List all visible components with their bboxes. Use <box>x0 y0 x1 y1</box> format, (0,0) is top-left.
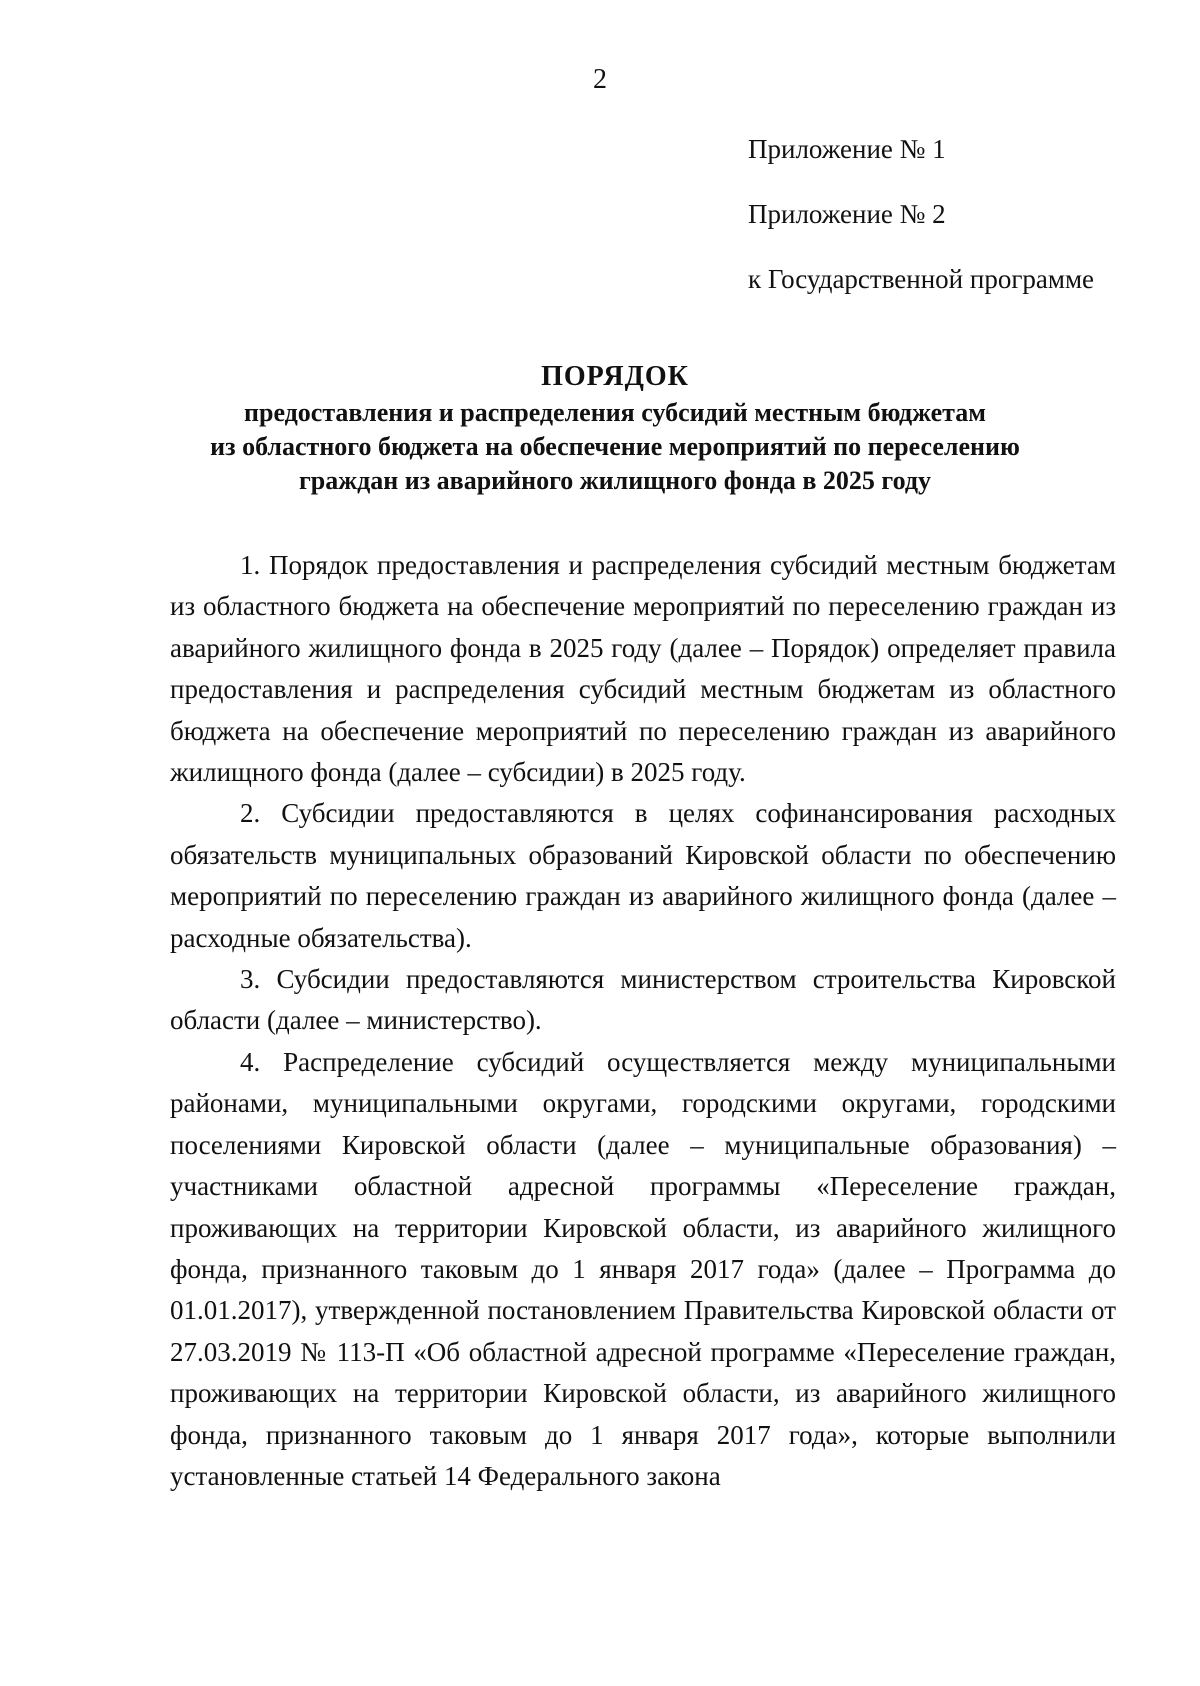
page-number: 2 <box>593 64 607 95</box>
paragraph-4: 4. Распределение субсидий осуществляется между муниципальными районами, муниципальными округами, городскими округами, городскими поселениями Кировской области (далее – муниципальные образования) – участниками областной адресной программы «Переселение граждан, проживающих на территории Кировской области, из аварийного жилищного фонда, признанного таковым до 1 января 2017 года» (далее – Программа до 01.01.2017), утвержденной постановлением Правительства Кировской области от 27.03.2019 № 113-П «Об областной адресной программе «Переселение граждан, проживающих на территории Кировской области, из аварийного жилищного фонда, признанного таковым до 1 января 2017 года», которые выполнили установленные статьей 14 Федерального закона <box>170 1046 1116 1491</box>
appendix-line-2: Приложение № 2 <box>748 199 946 229</box>
document-body <box>170 545 1116 1497</box>
title-line-2: из областного бюджета на обеспечение мероприятий по переселению <box>210 432 1020 461</box>
title-main: ПОРЯДОК <box>541 361 689 392</box>
title-line-3: граждан из аварийного жилищного фонда в 2025 году <box>299 466 931 495</box>
document-title <box>150 358 1080 498</box>
paragraph-3: 3. Субсидии предоставляются министерством строительства Кировской области (далее – министерство). <box>170 964 1116 1036</box>
paragraph-2: 2. Субсидии предоставляются в целях софинансирования расходных обязательств муниципальных образований Кировской области по обеспечению мероприятий по переселению граждан из аварийного жилищного фонда (далее – расходные обязательства). <box>170 798 1116 953</box>
paragraph-1: 1. Порядок предоставления и распределения субсидий местным бюджетам из областного бюджета на обеспечение мероприятий по переселению граждан из аварийного жилищного фонда в 2025 году (далее – Порядок) определяет правила предоставления и распределения субсидий местным бюджетам из областного бюджета на обеспечение мероприятий по переселению граждан из аварийного жилищного фонда (далее – субсидии) в 2025 году. <box>170 550 1116 788</box>
appendix-line-3: к Государственной программе <box>748 264 1095 294</box>
title-line-1: предоставления и распределения субсидий местным бюджетам <box>244 398 986 427</box>
appendix-line-1: Приложение № 1 <box>748 134 946 164</box>
